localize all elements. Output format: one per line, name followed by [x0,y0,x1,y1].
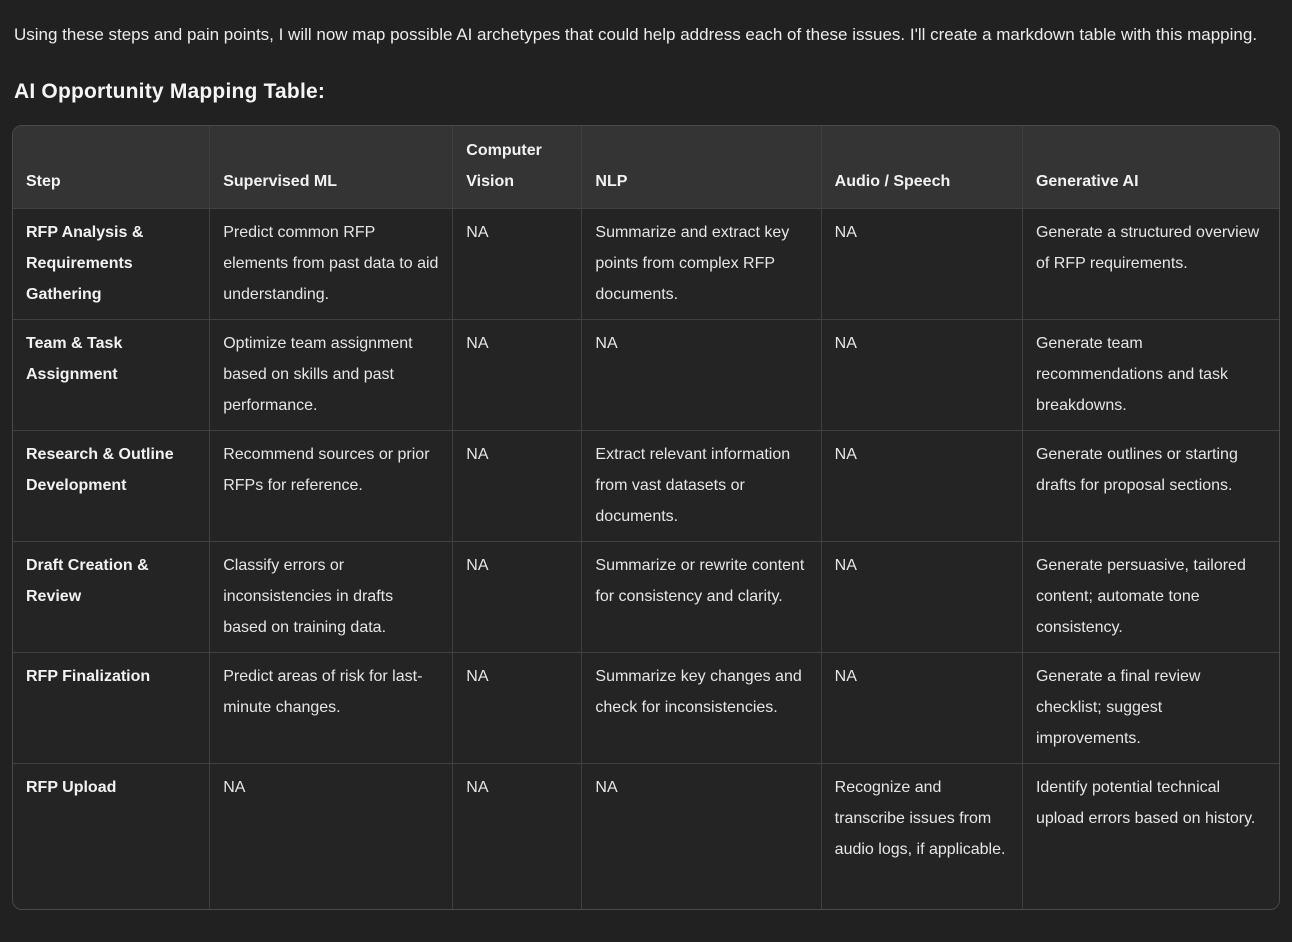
column-header: NLP [581,126,820,208]
table-cell: Recommend sources or prior RFPs for reference. [209,430,452,541]
column-header: Audio / Speech [821,126,1022,208]
table-cell: NA [821,208,1022,319]
table-row [13,541,1279,652]
table-cell: NA [821,541,1022,652]
column-header: Supervised ML [209,126,452,208]
table-row [13,319,1279,430]
table-row [13,430,1279,541]
table-cell: Predict common RFP elements from past data to aid understanding. [209,208,452,319]
step-cell: Team & Task Assignment [13,319,209,430]
step-cell: RFP Finalization [13,652,209,763]
step-cell: Research & Outline Development [13,430,209,541]
table-cell: NA [452,763,581,909]
column-header: Generative AI [1022,126,1279,208]
table-cell: NA [821,430,1022,541]
column-header: Computer Vision [452,126,581,208]
data-table [13,126,1279,909]
table-cell: Extract relevant information from vast datasets or documents. [581,430,820,541]
table-cell: Generate team recommendations and task breakdowns. [1022,319,1279,430]
table-cell: NA [452,652,581,763]
table-row [13,208,1279,319]
table-cell: Generate a final review checklist; suggest improvements. [1022,652,1279,763]
table-cell: NA [452,319,581,430]
table-cell: Summarize or rewrite content for consistency and clarity. [581,541,820,652]
step-cell: RFP Analysis & Requirements Gathering [13,208,209,319]
table-cell: NA [581,319,820,430]
table-cell: NA [581,763,820,909]
table-cell: NA [821,652,1022,763]
table-cell: Summarize and extract key points from complex RFP documents. [581,208,820,319]
table-row [13,652,1279,763]
table-cell: Generate outlines or starting drafts for proposal sections. [1022,430,1279,541]
table-cell: Summarize key changes and check for inconsistencies. [581,652,820,763]
assistant-message [0,0,1292,104]
table-cell: Generate a structured overview of RFP requirements. [1022,208,1279,319]
table-cell: Identify potential technical upload errors based on history. [1022,763,1279,909]
table-cell: Recognize and transcribe issues from audio logs, if applicable. [821,763,1022,909]
table-cell: Generate persuasive, tailored content; automate tone consistency. [1022,541,1279,652]
table-row [13,763,1279,909]
step-cell: RFP Upload [13,763,209,909]
table-cell: NA [821,319,1022,430]
intro-paragraph: Using these steps and pain points, I will now map possible AI archetypes that could help address each of these issues. I'll create a markdown table with this mapping. [14,25,1258,44]
step-cell: Draft Creation & Review [13,541,209,652]
table-cell: NA [452,208,581,319]
table-cell: NA [452,430,581,541]
table-cell: Optimize team assignment based on skills and past performance. [209,319,452,430]
table-header-row [13,126,1279,208]
column-header: Step [13,126,209,208]
table-cell: NA [209,763,452,909]
table-cell: Predict areas of risk for last-minute changes. [209,652,452,763]
page-title: AI Opportunity Mapping Table: [14,80,326,103]
table-cell: Classify errors or inconsistencies in drafts based on training data. [209,541,452,652]
table-cell: NA [452,541,581,652]
ai-opportunity-mapping-table [12,125,1280,910]
